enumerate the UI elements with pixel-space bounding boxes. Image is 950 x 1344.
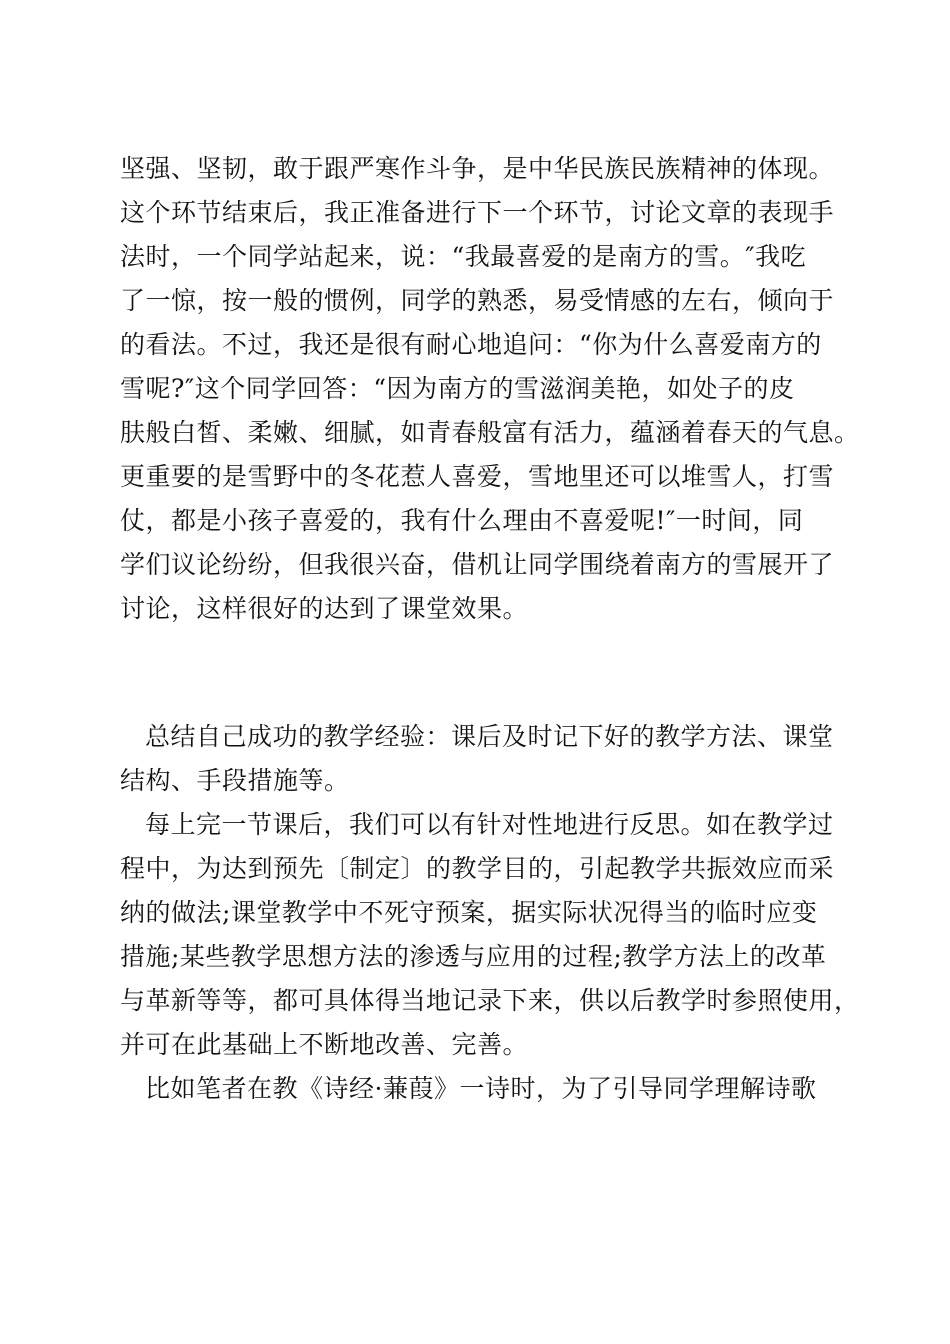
paragraph-1-line-8: 更重要的是雪野中的冬花惹人喜爱，雪地里还可以堆雪人，打雪 [120,462,835,491]
paragraph-1-line-2: 这个环节结束后，我正准备进行下一个环节，讨论文章的表现手 [120,198,835,227]
paragraph-3-line-2: 程中，为达到预先〔制定〕的教学目的，引起教学共振效应而采 [120,854,835,883]
paragraph-1-line-11: 讨论，这样很好的达到了课堂效果。 [120,594,529,623]
paragraph-1-line-4: 了一惊，按一般的惯例，同学的熟悉，易受情感的左右，倾向于 [120,286,835,315]
paragraph-3-line-5: 与革新等等，都可具体得当地记录下来，供以后教学时参照使用， [120,986,860,1015]
paragraph-3-line-4: 措施;某些教学思想方法的渗透与应用的过程;教学方法上的改革 [120,942,827,971]
paragraph-3-line-3: 纳的做法;课堂教学中不死守预案，据实际状况得当的临时应变 [120,898,818,927]
paragraph-3-line-1: 每上完一节课后，我们可以有针对性地进行反思。如在教学过 [145,810,834,839]
paragraph-1-line-10: 学们议论纷纷，但我很兴奋，借机让同学围绕着南方的雪展开了 [120,550,835,579]
paragraph-4-line-1: 比如笔者在教《诗经·蒹葭》一诗时，为了引导同学理解诗歌 [145,1074,817,1103]
paragraph-2-line-2: 结构、手段措施等。 [120,766,350,795]
paragraph-1-line-3: 法时，一个同学站起来，说：“我最喜爱的是南方的雪。″我吃 [120,242,807,271]
paragraph-1-line-1: 坚强、坚韧，敢于跟严寒作斗争，是中华民族民族精神的体现。 [120,154,835,183]
paragraph-2-line-1: 总结自己成功的教学经验：课后及时记下好的教学方法、课堂 [145,722,834,751]
paragraph-3-line-6: 并可在此基础上不断地改善、完善。 [120,1030,529,1059]
paragraph-1-line-9: 仗，都是小孩子喜爱的，我有什么理由不喜爱呢!″一时间，同 [120,506,804,535]
paragraph-1-line-7: 肤般白皙、柔嫩、细腻，如青春般富有活力，蕴涵着春天的气息。 [120,418,860,447]
paragraph-1-line-5: 的看法。不过，我还是很有耐心地追问：“你为什么喜爱南方的 [120,330,822,359]
paragraph-1-line-6: 雪呢?″这个同学回答：“因为南方的雪滋润美艳，如处子的皮 [120,374,795,403]
